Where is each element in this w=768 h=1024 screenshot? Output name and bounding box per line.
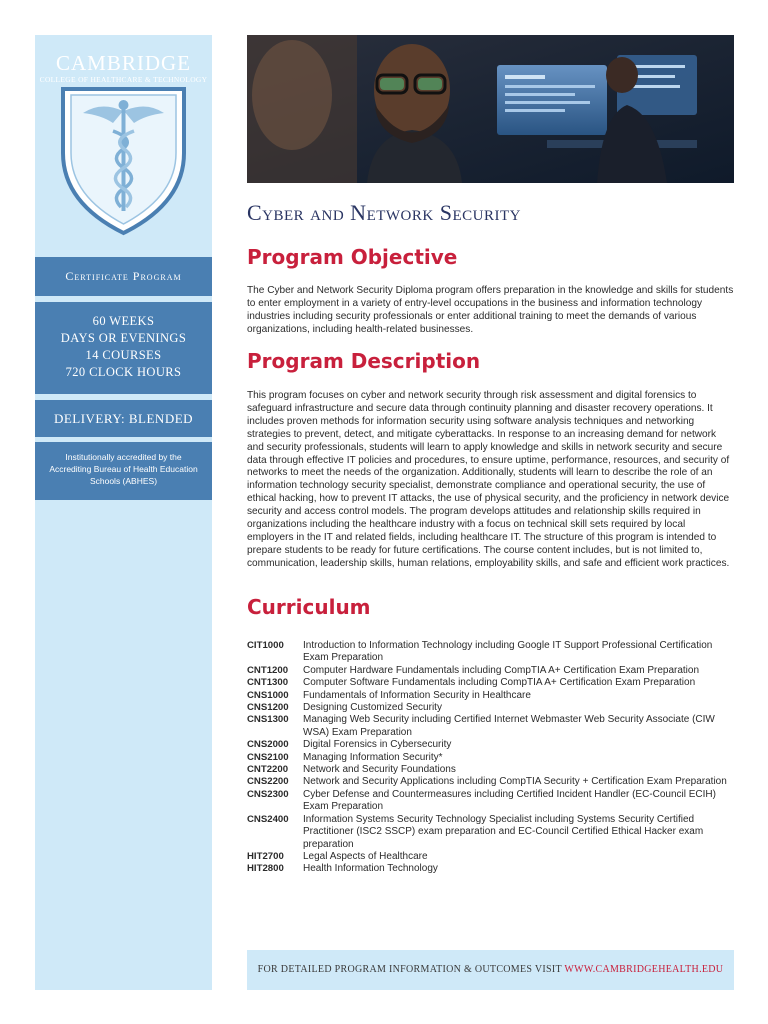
course-row (247, 814, 734, 851)
course-title: Network and Security Applications including CompTIA Security + Certification Exam Preparation (303, 776, 727, 788)
accreditation-text: Institutionally accredited by the Accrediting Bureau of Health Education Schools (ABHES) (49, 452, 198, 486)
course-row (247, 690, 734, 702)
course-row (247, 776, 734, 788)
course-title: Managing Information Security* (303, 751, 443, 763)
course-code: CNS1000 (247, 689, 289, 701)
delivery-band (35, 400, 212, 437)
footer-text (247, 950, 734, 990)
course-code: CNS2400 (247, 813, 289, 825)
detail-courses: 14 COURSES (85, 348, 162, 362)
course-title: Health Information Technology (303, 863, 438, 875)
course-row (247, 714, 734, 739)
course-code: CNT2200 (247, 764, 289, 776)
website-link[interactable]: WWW.CAMBRIDGEHEALTH.EDU (564, 964, 724, 975)
course-row (247, 851, 734, 863)
course-title: Computer Software Fundamentals including CompTIA A+ Certification Exam Preparation (303, 677, 696, 689)
footer-banner (247, 950, 734, 990)
course-title: Cyber Defense and Countermeasures including Certified Incident Handler (EC-Council ECIH) Exam Preparation (303, 788, 716, 813)
course-title: Network and Security Foundations (303, 764, 456, 776)
course-code: CNS2000 (247, 739, 289, 751)
course-row (247, 752, 734, 764)
hero-photo (247, 35, 734, 183)
footer-label: FOR DETAILED PROGRAM INFORMATION & OUTCOMES VISIT (257, 964, 565, 975)
course-code: CNS2100 (247, 751, 289, 763)
course-row (247, 677, 734, 689)
logo-name: CAMBRIDGE (55, 51, 191, 75)
course-code: CNS1200 (247, 702, 289, 714)
program-details-band (35, 302, 212, 394)
course-row (247, 764, 734, 776)
description-text: This program focuses on cyber and network security through risk assessment and digital forensics to safeguard infrastructure and secure data through continuity planning and disaster recovery operations. It includes proven methods for information security using software analysis techniques and networking strategies to prevent, detect, and mitigate cyberattacks. In response to an increasing demand for network and security professionals, students will learn to apply knowledge and skills in network security and secure data through effective IT policies and procedures, to ensure uptime, performance, resources, and security of networks to meet the needs of the organization. Additionally, students will learn to describe the role of an information technology security specialist, demonstrate compliance and operational security, the use of ethical hacking, how to prevent IT attacks, the use of physical security, and the proficiency in network device security and access control models. The program develops attitudes and relationship skills required in organizations including the healthcare industry with a focus on technical skill sets required by local employers in the IT and related fields, including healthcare IT. The structure of this program is intended to prepare students to be ready for future certifications. The course content includes, but is not limited to, communication, leadership skills, human relations, employability skills, and safe and efficient work practices. (247, 390, 730, 569)
course-row (247, 640, 734, 665)
curriculum-heading: Curriculum (247, 595, 371, 619)
course-code: CNS1300 (247, 714, 289, 726)
course-code: CNS2300 (247, 788, 289, 800)
course-code: HIT2800 (247, 863, 284, 875)
course-row (247, 702, 734, 714)
course-row (247, 665, 734, 677)
objective-text: The Cyber and Network Security Diploma program offers preparation in the knowledge and skills for students to enter employment in a variety of entry-level occupations in the business and information technology industries including security professionals or enter additional training to meet the demands of various organizations, including health-related businesses. (247, 285, 734, 335)
course-title: Legal Aspects of Healthcare (303, 850, 428, 862)
course-code: HIT2700 (247, 850, 284, 862)
course-code: CIT1000 (247, 640, 284, 651)
college-logo (35, 35, 212, 245)
course-row (247, 789, 734, 814)
course-title: Introduction to Information Technology including Google IT Support Professional Certification Exam Preparation (303, 640, 713, 664)
description-heading: Program Description (247, 349, 481, 373)
course-code: CNS2200 (247, 776, 289, 788)
sidebar (35, 35, 212, 990)
curriculum-list (247, 640, 734, 876)
course-code: CNT1200 (247, 664, 289, 676)
course-title: Information Systems Security Technology Specialist including Systems Security Certified Practitioner (ISC2 SSCP) exam preparation and EC-Council Certified Ethical Hacker exam preparation (303, 813, 704, 850)
delivery-label: DELIVERY: BLENDED (53, 411, 194, 426)
course-title: Designing Customized Security (303, 702, 442, 714)
course-title: Digital Forensics in Cybersecurity (303, 739, 452, 751)
course-title: Managing Web Security including Certified Internet Webmaster Web Security Associate (CIW WSA) Exam Preparation (303, 714, 715, 738)
course-row (247, 739, 734, 751)
certificate-label: Certificate Program (65, 269, 182, 283)
detail-weeks: 60 WEEKS (92, 314, 155, 328)
detail-hours: 720 CLOCK HOURS (65, 365, 182, 379)
logo-subtitle: COLLEGE OF HEALTHCARE & TECHNOLOGY (39, 75, 208, 84)
detail-schedule: DAYS OR EVENINGS (60, 331, 187, 345)
page-title: Cyber and Network Security (247, 200, 521, 225)
course-title: Computer Hardware Fundamentals including CompTIA A+ Certification Exam Preparation (303, 664, 700, 676)
accreditation-band (35, 442, 212, 500)
objective-heading: Program Objective (247, 245, 458, 269)
course-row (247, 863, 734, 875)
caduceus-shield-icon (57, 83, 190, 238)
certificate-band (35, 257, 212, 296)
course-code: CNT1300 (247, 677, 289, 689)
course-title: Fundamentals of Information Security in Healthcare (303, 689, 531, 701)
